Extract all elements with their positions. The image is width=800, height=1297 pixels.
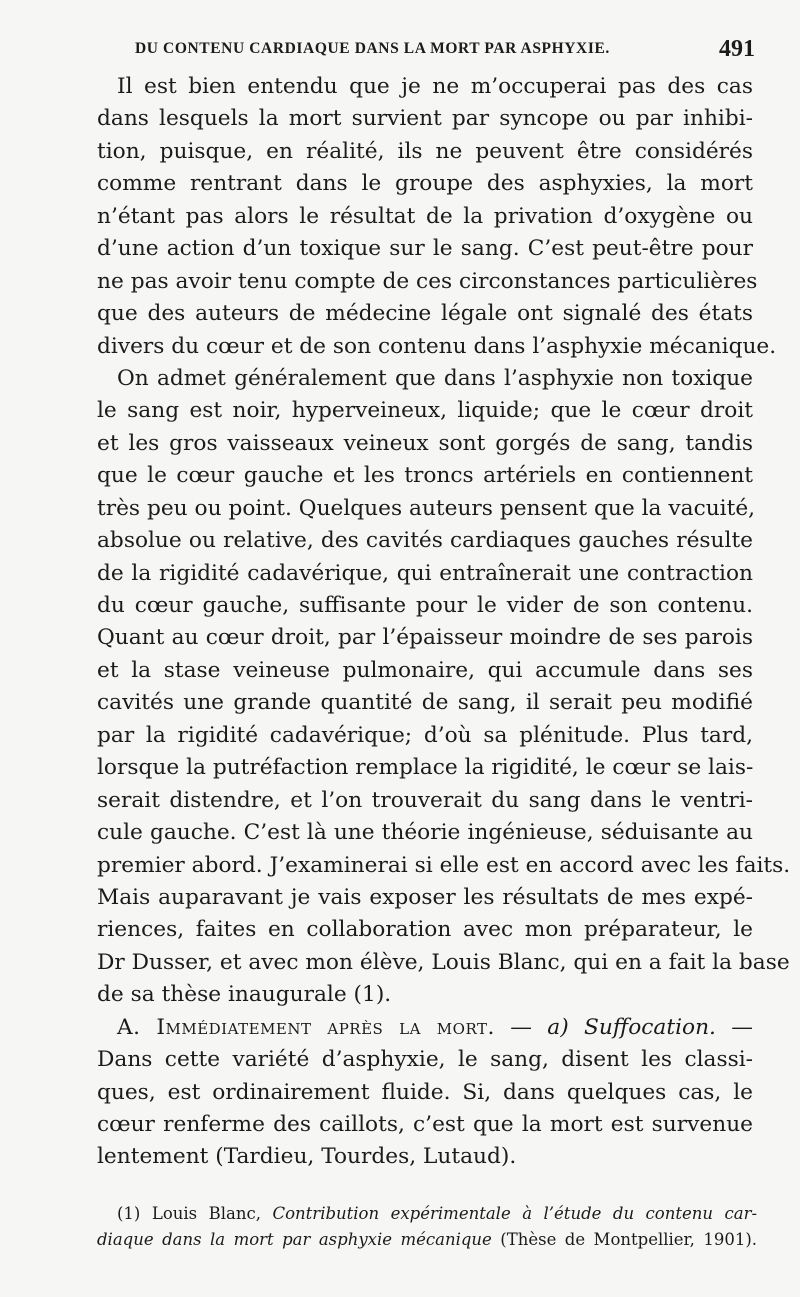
text-line: et les gros vaisseaux veineux sont gorgés de sang, tandis (97, 430, 753, 456)
text-line: de sa thèse inaugurale (1). (97, 982, 392, 1008)
text-line: lorsque la putréfaction remplace la rigidité, le cœur se lais- (97, 755, 754, 781)
text-line: que le cœur gauche et les troncs artériels en contiennent (97, 463, 753, 489)
text-line: cœur renferme des caillots, c’est que la mort est survenue (97, 1112, 753, 1137)
section-heading-line: A. Immédiatement après la mort. — a) Suffocation. — (117, 1014, 753, 1040)
footnote (97, 1201, 757, 1253)
text-line: dans lesquels la mort survient par syncope ou par inhibi- (97, 106, 753, 132)
text-line: Mais auparavant je vais exposer les résultats de mes expé- (97, 884, 753, 910)
text-line: très peu ou point. Quelques auteurs pensent que la vacuité, (97, 495, 756, 521)
footnote-author: Louis Blanc, (151, 1204, 261, 1223)
section-heading: A. Immédiatement après la mort. (117, 1014, 495, 1040)
text-line: de la rigidité cadavérique, qui entraînerait une contraction (97, 560, 753, 586)
text-line: On admet généralement que dans l’asphyxie non toxique (117, 365, 753, 391)
text-line: serait distendre, et l’on trouverait du sang dans le ventri- (97, 787, 753, 813)
body-text (97, 71, 791, 1174)
text-line: riences, faites en collaboration avec mon préparateur, le (97, 917, 753, 943)
text-line: le sang est noir, hyperveineux, liquide; que le cœur droit (97, 398, 753, 424)
text-line: du cœur gauche, suffisante pour le vider de son contenu. (97, 593, 753, 618)
footnote-line (97, 1227, 757, 1253)
text-line: premier abord. J’examinerai si elle est en accord avec les faits. (97, 852, 791, 878)
running-title: DU CONTENU CARDIAQUE DANS LA MORT PAR ASPHYXIE. (135, 40, 610, 57)
text-line: Il est bien entendu que je ne m’occuperai pas des cas (117, 74, 753, 99)
text-line: Quant au cœur droit, par l’épaisseur moindre de ses parois (97, 625, 753, 651)
text-line: cavités une grande quantité de sang, il serait peu modifié (97, 690, 753, 716)
footnote-citation: (Thèse de Montpellier, 1901). (500, 1230, 757, 1249)
text-line: absolue ou relative, des cavités cardiaques gauches résulte (97, 528, 753, 554)
text-line: par la rigidité cadavérique; d’où sa plénitude. Plus tard, (97, 722, 753, 748)
text-line: lentement (Tardieu, Tourdes, Lutaud). (97, 1144, 517, 1170)
running-head (100, 36, 760, 66)
text-line: d’une action d’un toxique sur le sang. C’est peut-être pour (97, 236, 753, 262)
text-line: que des auteurs de médecine légale ont signalé des états (97, 301, 753, 327)
text-line: cule gauche. C’est là une théorie ingénieuse, séduisante au (97, 820, 753, 846)
page-number: 491 (719, 36, 755, 62)
text-line: Dans cette variété d’asphyxie, le sang, disent les classi- (97, 1047, 753, 1073)
footnote-line (97, 1201, 757, 1227)
text-line: ques, est ordinairement fluide. Si, dans quelques cas, le (97, 1079, 753, 1105)
footnote-marker: (1) (117, 1204, 141, 1223)
footnote-title: Contribution expérimentale à l’étude du contenu car- (272, 1204, 758, 1223)
text-line: tion, puisque, en réalité, ils ne peuvent être considérés (97, 138, 753, 164)
footnote-title-cont: diaque dans la mort par asphyxie mécanique (97, 1230, 492, 1249)
text-line: divers du cœur et de son contenu dans l’asphyxie mécanique. (97, 333, 777, 359)
text-line: comme rentrant dans le groupe des asphyxies, la mort (97, 171, 753, 197)
text-line: n’étant pas alors le résultat de la privation d’oxygène ou (97, 203, 753, 229)
text-line: et la stase veineuse pulmonaire, qui accumule dans ses (97, 657, 753, 683)
text-line: Dr Dusser, et avec mon élève, Louis Blanc, qui en a fait la base (97, 949, 790, 975)
text-line: ne pas avoir tenu compte de ces circonstances particulières (97, 268, 758, 294)
subsection-heading: a) Suffocation. (547, 1014, 716, 1040)
